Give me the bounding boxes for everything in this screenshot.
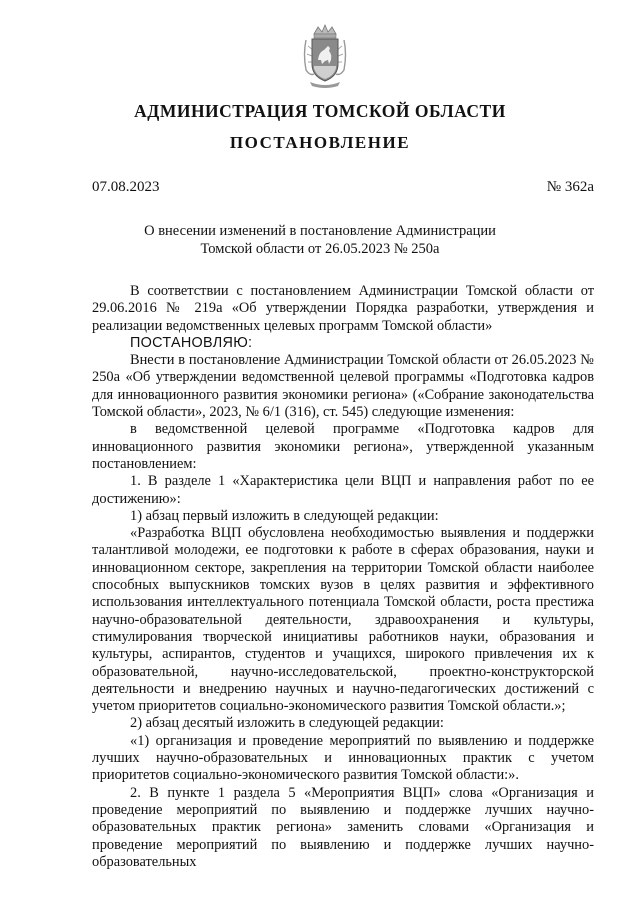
preamble-paragraph: В соответствии с постановлением Администрации Томской области от 29.06.2016 № 219а «Об утверждении Порядка разработки, утверждения и реализации ведомственных целевых программ Томской области» [92,283,594,334]
item-1-1-text-paragraph: «Разработка ВЦП обусловлена необходимостью выявления и поддержки талантливой молодежи, ее подготовки к работе в сферах образования, науки и инновационном секторе, закрепления на территории Томской области наиболее способных выпускников томских вузов в целях развития и эффективного использования интеллектуального потенциала Томской области, роста престижа научно-образовательной деятельности, здравоохранения и культуры, стимулирования творческой инициативы работников науки, образования и культуры, аспирантов, студентов и учащихся, широкого привлечения их к образовательной, научно-исследовательской, проектно-конструкторской деятельности и внедрению научных и научно-педагогических достижений с учетом приоритетов социально-экономического развития Томской области.»; [92,525,594,715]
item-1-2-paragraph: 2) абзац десятый изложить в следующей редакции: [130,715,444,732]
item-2-paragraph: 2. В пункте 1 раздела 5 «Мероприятия ВЦП» слова «Организация и проведение мероприятий по выявлению и поддержке лучших научно-образовательных практик региона» заменить словами «Организация и проведение мероприятий по выявлению и поддержке лучших научно-образовательных [92,784,594,870]
coat-of-arms-icon [300,24,350,90]
document-subject [120,222,520,258]
document-number: № 362а [546,179,594,195]
item-1-2-text-paragraph: «1) организация и проведение мероприятий по выявлению и поддержке лучших научно-образовательных и инновационных практик с учетом приоритетов социально-экономического развития Томской области:». [92,732,594,784]
resolve-heading: ПОСТАНОВЛЯЮ: [130,334,253,351]
document-type: ПОСТАНОВЛЕНИЕ [229,133,411,152]
item-1-1-paragraph: 1) абзац первый изложить в следующей редакции: [130,507,439,524]
item-1-paragraph: 1. В разделе 1 «Характеристика цели ВЦП и направления работ по ее достижению»: [92,473,594,507]
subject-line-1: О внесении изменений в постановление Администрации [144,223,496,239]
document-date: 07.08.2023 [92,179,160,195]
program-reference-paragraph: в ведомственной целевой программе «Подготовка кадров для инновационного развития экономики региона», утвержденной указанным постановлением: [92,421,594,472]
intro-paragraph: Внести в постановление Администрации Томской области от 26.05.2023 № 250а «Об утверждении ведомственной целевой программы «Подготовка кадров для инновационного развития экономики региона» («Собрание законодательства Томской области», 2023, № 6/1 (316), ст. 545) следующие изменения: [92,352,594,421]
organization-title: АДМИНИСТРАЦИЯ ТОМСКОЙ ОБЛАСТИ [134,101,506,121]
subject-line-2: Томской области от 26.05.2023 № 250а [200,241,440,257]
document-body [92,283,594,871]
